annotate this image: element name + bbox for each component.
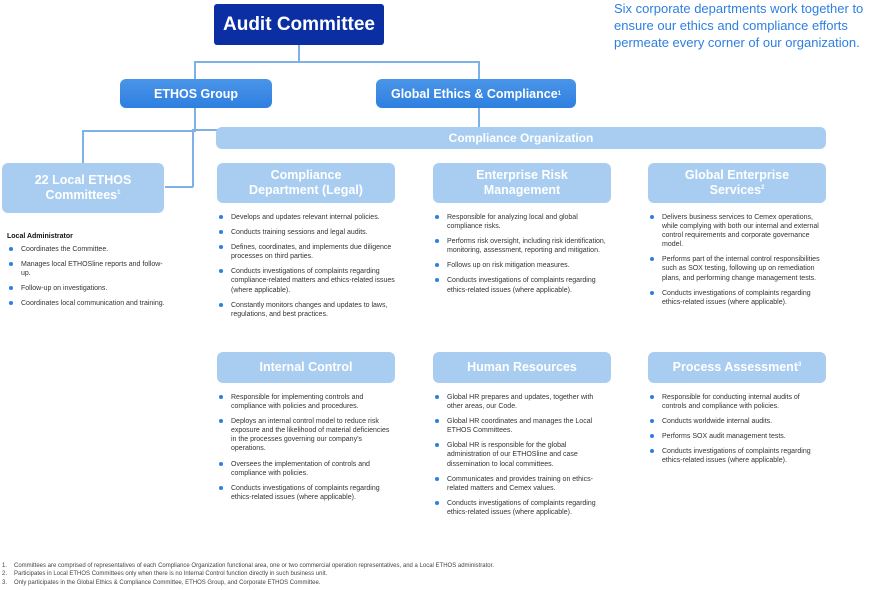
list-item: Conducts worldwide internal audits. [648, 417, 826, 426]
list-item: Conducts investigations of complaints regarding ethics-related issues (where applicable). [433, 276, 611, 294]
connector-ethos-to-local [82, 130, 196, 132]
dept-ges-list [648, 213, 826, 313]
list-item: Communicates and provides training on ethics-related matters and Cemex values. [433, 475, 611, 493]
list-item: Global HR coordinates and manages the Local ETHOS Committees. [433, 417, 611, 435]
local-committees-label: 22 Local ETHOS Committees [34, 173, 132, 202]
dept-title: Internal Control [259, 360, 353, 374]
dept-erm-list [433, 213, 611, 301]
list-item: Deploys an internal control model to reduce risk exposure and the likelihood of material deficiencies in the processes governing our company's operations. [217, 417, 395, 453]
local-admin-section [7, 233, 167, 314]
dept-title: Compliance Department (Legal) [249, 168, 363, 197]
connector-top-horizontal [194, 61, 480, 63]
footnote-row [2, 570, 882, 578]
list-item: Global HR prepares and updates, together with other areas, our Code. [433, 393, 611, 411]
intro-text: Six corporate departments work together to ensure our ethics and compliance efforts permeate every corner of our organization. [614, 1, 864, 51]
local-committees-footnote: 1 [117, 189, 121, 196]
dept-ges-box [648, 163, 826, 203]
footnote-text: Only participates in the Global Ethics & Compliance Committee, ETHOS Group, and Corporate ETHOS Committee. [14, 579, 321, 586]
list-item: Oversees the implementation of controls and compliance with policies. [217, 460, 395, 478]
local-committees-box [2, 163, 164, 213]
global-ethics-box [376, 79, 576, 108]
dept-compliance-legal-box [217, 163, 395, 203]
dept-title: Global Enterprise Services [684, 168, 790, 197]
list-item: Manages local ETHOSline reports and follow-up. [7, 260, 167, 278]
list-item: Defines, coordinates, and implements due diligence processes on third parties. [217, 243, 395, 261]
list-item: Conducts investigations of complaints regarding ethics-related issues (where applicable). [433, 499, 611, 517]
local-admin-list [7, 245, 167, 308]
list-item: Coordinates the Committee. [7, 245, 167, 254]
list-item: Responsible for implementing controls and compliance with policies and procedures. [217, 393, 395, 411]
connector-top-vertical [298, 44, 300, 62]
footnote-number: 1. [2, 563, 8, 569]
footnote-text: Participates in Local ETHOS Committees only when there is no Internal Control function directly in such business unit. [14, 571, 328, 578]
list-item: Follows up on risk mitigation measures. [433, 261, 611, 270]
list-item: Conducts investigations of complaints regarding ethics-related issues (where applicable). [648, 447, 826, 465]
list-item: Develops and updates relevant internal policies. [217, 213, 395, 222]
footnote-number: 3. [2, 579, 8, 586]
global-ethics-footnote: 1 [557, 90, 562, 97]
connector-ethos-vertical [194, 107, 196, 131]
list-item: Delivers business services to Cemex operations, while complying with both our internal and external control requirements and corporate governance model. [648, 213, 826, 249]
footnotes [2, 562, 882, 587]
list-item: Performs part of the internal control responsibilities such as SOX testing, following up on remediation plans, and performing change management tests. [648, 255, 826, 282]
list-item: Coordinates local communication and training. [7, 299, 167, 308]
list-item: Global HR is responsible for the global administration of our ETHOSline and case dissemination to local committees. [433, 441, 611, 468]
list-item: Conducts investigations of complaints regarding ethics-related issues (where applicable). [648, 289, 826, 307]
dept-title: Process Assessment [672, 360, 798, 374]
compliance-org-box [216, 127, 826, 149]
list-item: Follow-up on investigations. [7, 284, 167, 293]
footnote-row [2, 562, 882, 570]
dept-process-assessment-list [648, 393, 826, 472]
ethos-group-box [120, 79, 272, 108]
list-item: Conducts investigations of complaints regarding ethics-related issues (where applicable). [217, 484, 395, 502]
connector-ethos-down [194, 61, 196, 79]
footnote-row [2, 579, 882, 587]
dept-hr-box [433, 352, 611, 383]
list-item: Performs risk oversight, including risk identification, monitoring, assessment, reporting and mitigation. [433, 237, 611, 255]
global-ethics-label: Global Ethics & Compliance [390, 86, 558, 101]
local-admin-title: Local Administrator [7, 233, 73, 240]
audit-committee-label: Audit Committee [223, 13, 375, 35]
dept-erm-box [433, 163, 611, 203]
connector-compliance-left [192, 129, 218, 131]
dept-title: Human Resources [467, 360, 577, 374]
list-item: Constantly monitors changes and updates to laws, regulations, and best practices. [217, 301, 395, 319]
footnote-number: 2. [2, 571, 8, 578]
connector-local-up [82, 130, 84, 164]
dept-process-assessment-box [648, 352, 826, 383]
connector-global-to-compliance [478, 107, 480, 127]
dept-compliance-legal-list [217, 213, 395, 325]
list-item: Conducts investigations of complaints regarding compliance-related matters and ethics-related issues (where applicable). [217, 267, 395, 294]
dept-title: Enterprise Risk Management [476, 168, 568, 197]
list-item: Conducts training sessions and legal audits. [217, 228, 395, 237]
list-item: Responsible for analyzing local and global compliance risks. [433, 213, 611, 231]
list-item: Performs SOX audit management tests. [648, 432, 826, 441]
dept-footnote: 2 [761, 184, 765, 191]
audit-committee-box [214, 4, 384, 45]
ethos-group-label: ETHOS Group [153, 86, 239, 101]
dept-internal-control-box [217, 352, 395, 383]
connector-global-down [478, 61, 480, 79]
dept-internal-control-list [217, 393, 395, 508]
connector-compliance-side [192, 129, 194, 187]
compliance-org-label: Compliance Organization [448, 130, 594, 145]
list-item: Responsible for conducting internal audits of controls and compliance with policies. [648, 393, 826, 411]
footnote-text: Committees are comprised of representatives of each Compliance Organization functional area, one or two commercial operation representatives, and a Local ETHOS administrator. [14, 563, 494, 569]
dept-footnote: 3 [797, 361, 802, 368]
dept-hr-list [433, 393, 611, 523]
connector-local-to-compliance [165, 186, 193, 188]
